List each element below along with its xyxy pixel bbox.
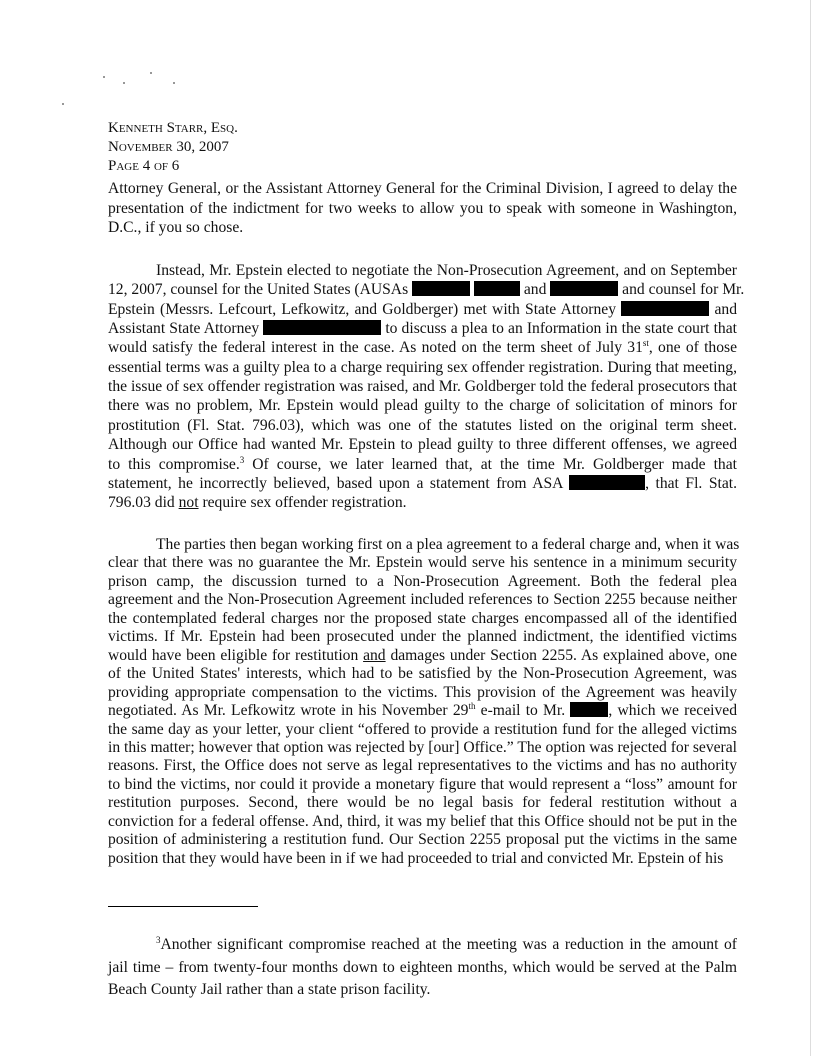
paragraph-1-line [108, 179, 737, 198]
paragraph-2-line [108, 319, 737, 338]
paragraph-2-line [108, 358, 737, 377]
text-run: Another significant compromise reached at the meeting was a reduction in the amount of [160, 936, 737, 953]
text-run: Epstein (Messrs. Lefcourt, Lefkowitz, and Goldberger) met with State Attorney [108, 300, 622, 318]
footnote-line [108, 958, 737, 977]
paragraph-2-line [108, 455, 737, 474]
paragraph-2-line [108, 435, 737, 454]
text-run: , one of those [648, 339, 737, 357]
text-run: reasons. First, the Office does not serve as legal representatives to the victims and has no authority [108, 757, 737, 775]
text-run: restitution purposes. Second, there would be no legal basis for federal restitution without a [108, 794, 737, 812]
text-run: to discuss a plea to an Information in the state court that [381, 320, 737, 338]
paragraph-3-line [108, 720, 737, 739]
text-run: presentation of the indictment for two weeks to allow you to speak with someone in Washington, [108, 199, 737, 217]
scan-speck [173, 82, 175, 84]
scan-edge-line [810, 0, 811, 1056]
scan-speck [62, 103, 64, 105]
text-run: D.C., if you so chose. [108, 219, 244, 237]
redaction-box [621, 301, 709, 316]
text-run: in this matter; however that option was rejected by [our] Office.” The option was rejected for several [108, 738, 737, 756]
superscript: 3 [156, 934, 161, 945]
text-run: the same day as your letter, your client “offered to provide a restitution fund for the alleged victims [108, 720, 737, 738]
paragraph-3-line [108, 849, 737, 868]
paragraph-3-line [108, 664, 737, 683]
text-run: require sex offender registration. [198, 494, 407, 512]
redaction-box [412, 281, 470, 296]
text-run: providing appropriate compensation to the victims. This provision of the Agreement was heavily [108, 683, 737, 701]
text-run: , that Fl. Stat. [645, 474, 737, 492]
superscript: st [642, 338, 649, 349]
underlined-text: not [178, 494, 199, 512]
paragraph-3-line [108, 775, 737, 794]
paragraph-3-line [108, 627, 737, 646]
paragraph-2-line [108, 280, 745, 299]
scan-speck [123, 82, 125, 84]
text-run: prison camp, the discussion turned to a Non-Prosecution Agreement. Both the federal plea [108, 572, 737, 590]
superscript: 3 [239, 454, 245, 465]
footnote-line [156, 935, 737, 954]
paragraph-3-line [108, 738, 737, 757]
text-run: Instead, Mr. Epstein elected to negotiate the Non-Prosecution Agreement, and on September [156, 262, 737, 279]
redaction-box [263, 320, 381, 335]
text-run: prostitution (Fl. Stat. 796.03), which was one of the statutes listed on the original term sheet. [108, 416, 737, 434]
paragraph-2-line [156, 261, 737, 280]
text-run: Although our Office had wanted Mr. Epstein to plead guilty to three different offenses, we agreed [108, 436, 737, 454]
text-run: conviction for a federal offense. And, third, it was my belief that this Office should not be put in the [108, 812, 737, 830]
paragraph-3-line [108, 701, 737, 720]
text-run: clear that there was no guarantee the Mr. Epstein would serve his sentence in a minimum security [108, 554, 737, 572]
paragraph-3-line [108, 812, 737, 831]
text-run: the issue of sex offender registration was raised, and Mr. Goldberger told the federal prosecutors that [108, 378, 737, 396]
footnote-line [108, 980, 737, 999]
paragraph-2-line [108, 338, 737, 357]
text-run: position of administering a restitution fund. Our Section 2255 proposal put the victims in the same [108, 831, 737, 849]
text-run: position that they would have been in if we had proceeded to trial and convicted Mr. Epstein of his [108, 849, 724, 867]
text-run: would satisfy the federal interest in the case. As noted on the term sheet of July 31 [108, 339, 643, 357]
text-run: the contemplated federal charges nor the proposed state charges encompassed all of the identified [108, 609, 737, 627]
footnote-separator [108, 906, 258, 907]
paragraph-2-line [108, 300, 737, 319]
paragraph-1-line [108, 218, 737, 237]
text-run: negotiated. As Mr. Lefkowitz wrote in his November 29 [108, 702, 469, 720]
text-run: victims. If Mr. Epstein had been prosecuted under the planned indictment, the identified victims [108, 628, 737, 646]
text-run: there was no problem, Mr. Epstein would plead guilty to the charge of solicitation of minors for [108, 397, 737, 415]
text-run: and [709, 300, 737, 318]
paragraph-3-line [108, 553, 737, 572]
redaction-box [569, 475, 645, 490]
paragraph-3-line [108, 572, 737, 591]
text-run: Attorney General, or the Assistant Attorney General for the Criminal Division, I agreed to delay the [108, 180, 737, 197]
paragraph-3-line [108, 646, 737, 665]
text-run: essential terms was a guilty plea to a charge requiring sex offender registration. During that meeting, [108, 358, 737, 376]
superscript: th [468, 700, 476, 711]
paragraph-3-line [108, 683, 737, 702]
text-run: and counsel for Mr. [618, 281, 745, 299]
text-run: jail time – from twenty-four months down to eighteen months, which would be served at the Palm [108, 958, 737, 976]
page-number: Page 4 of 6 [108, 158, 180, 174]
recipient-line: Kenneth Starr, Esq. [108, 120, 238, 136]
text-run: Of course, we later learned that, at the time Mr. Goldberger made that [244, 455, 737, 473]
redaction-box [474, 281, 520, 296]
text-run: e-mail to Mr. [475, 702, 571, 720]
paragraph-2-line [108, 377, 737, 396]
underlined-text: and [363, 646, 386, 664]
text-run: Assistant State Attorney [108, 320, 264, 338]
scan-speck [150, 72, 152, 74]
text-run: to this compromise. [108, 455, 240, 473]
text-run: of the United States' interests, which had to be satisfied by the Non-Prosecution Agreement, was [108, 665, 737, 683]
paragraph-3-line [108, 830, 737, 849]
paragraph-2-line [108, 493, 737, 512]
paragraph-2-line [108, 416, 737, 435]
text-run: statement, he incorrectly believed, based upon a statement from ASA [108, 474, 570, 492]
text-run: damages under Section 2255. As explained above, one [385, 646, 737, 664]
text-run: would have been eligible for restitution [108, 646, 364, 664]
paragraph-2-line [108, 474, 737, 493]
paragraph-3-line [108, 756, 737, 775]
text-run: The parties then began working first on a plea agreement to a federal charge and, when it was [156, 536, 740, 553]
scan-speck [103, 76, 105, 78]
text-run: to bind the victims, nor could it provide a monetary figure that would represent a “loss” amount for [108, 775, 737, 793]
paragraph-3-line [108, 590, 737, 609]
paragraph-2-line [108, 396, 737, 415]
paragraph-3-line [156, 535, 740, 554]
text-run: , which we received [608, 702, 737, 720]
text-run: 796.03 did [108, 494, 179, 512]
redaction-box [550, 281, 618, 296]
text-run: agreement and the Non-Prosecution Agreement included references to Section 2255 because neither [108, 591, 737, 609]
text-run: Beach County Jail rather than a state prison facility. [108, 981, 431, 998]
paragraph-3-line [108, 609, 737, 628]
text-run: and [519, 281, 551, 299]
redaction-box [570, 702, 608, 717]
paragraph-3-line [108, 793, 737, 812]
text-run: 12, 2007, counsel for the United States (AUSAs [108, 281, 413, 299]
date-line: November 30, 2007 [108, 139, 229, 155]
paragraph-1-line [108, 199, 737, 218]
